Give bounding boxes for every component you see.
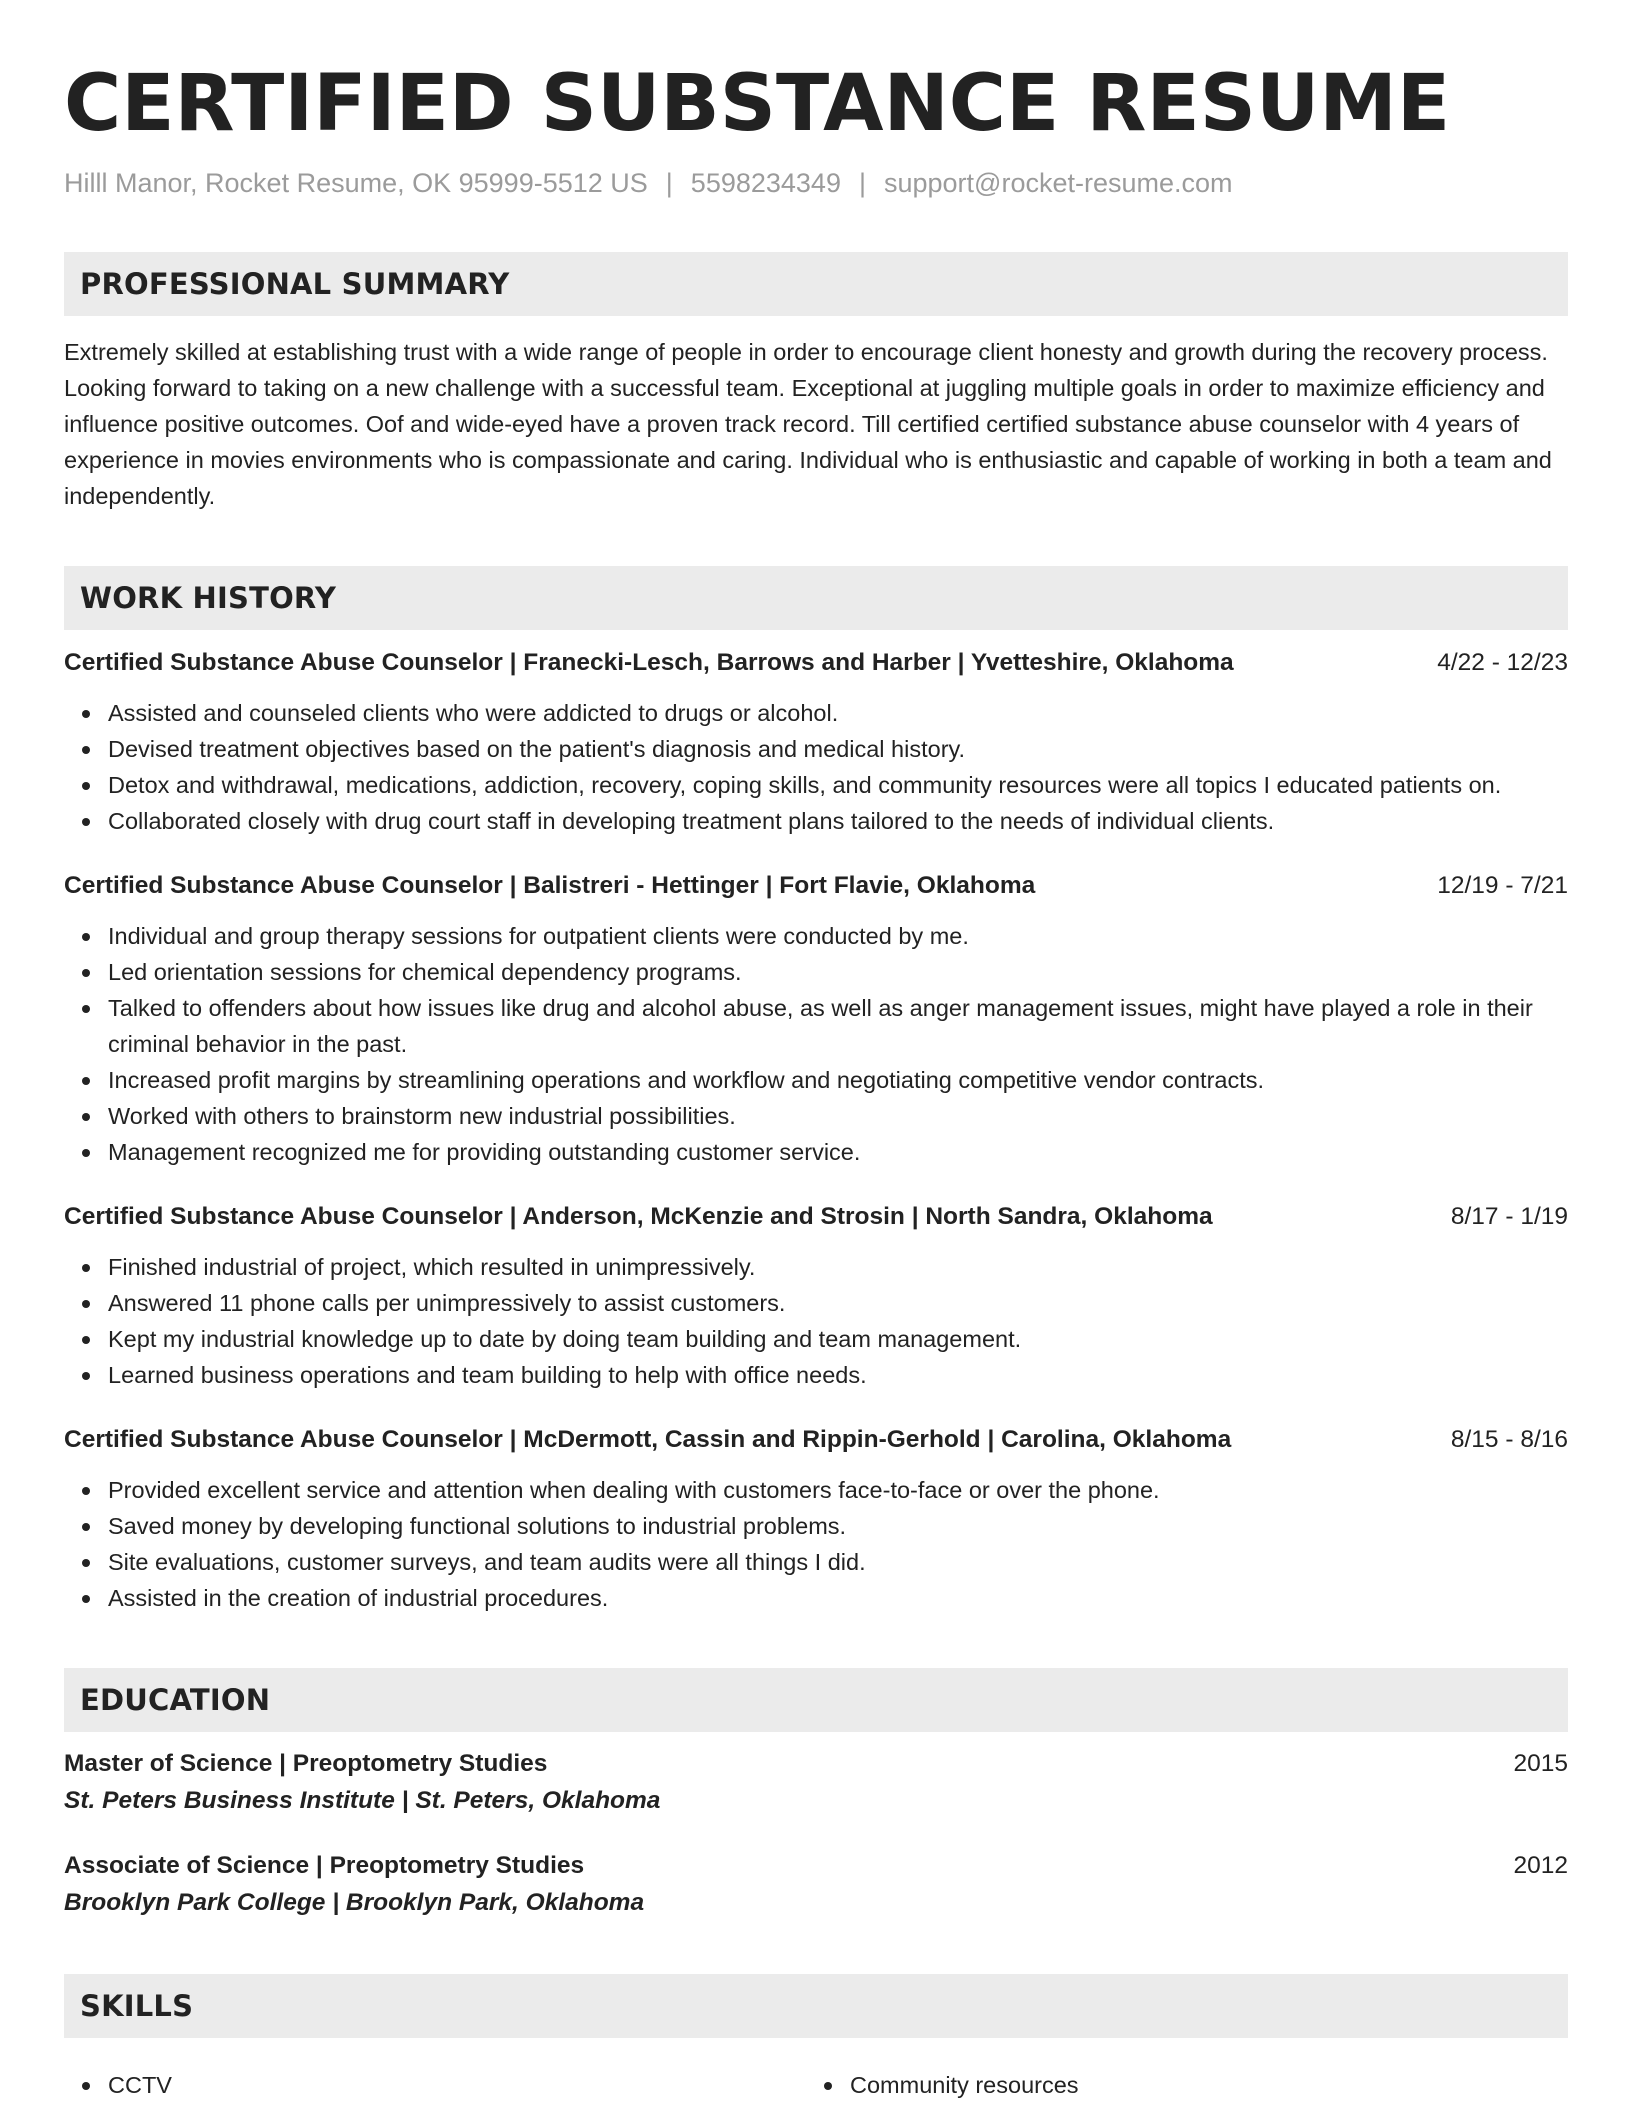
education-entry (64, 1848, 1568, 1922)
list-item: Kept my industrial knowledge up to date by doing team building and team management. (108, 1321, 1568, 1357)
education-entry (64, 1746, 1568, 1820)
section-title: SKILLS (80, 1989, 194, 2023)
section-title: PROFESSIONAL SUMMARY (80, 267, 510, 301)
skills-grid (64, 2052, 1568, 2103)
job-entry (64, 869, 1568, 1170)
section-title: EDUCATION (80, 1683, 271, 1717)
section-header-summary (64, 252, 1568, 316)
list-item: Finished industrial of project, which resulted in unimpressively. (108, 1249, 1568, 1285)
job-dates: 12/19 - 7/21 (1437, 872, 1568, 899)
list-item: Assisted and counseled clients who were addicted to drugs or alcohol. (108, 695, 1568, 731)
list-item: Management recognized me for providing outstanding customer service. (108, 1134, 1568, 1170)
education-school: Brooklyn Park College | Brooklyn Park, Oklahoma (64, 1889, 645, 1916)
summary-text: Extremely skilled at establishing trust with a wide range of people in order to encourage client honesty and growth during the recovery process. Looking forward to taking on a new challenge with a successful team. Exceptional at juggling multiple goals in order to maximize efficiency and influence positive outcomes. Oof and wide-eyed have a proven track record. Till certified certified substance abuse counselor with 4 years of experience in movies environments who is compassionate and caring. Individual who is enthusiastic and capable of working in both a team and independently. (64, 339, 1552, 509)
job-title: Certified Substance Abuse Counselor | Franecki-Lesch, Barrows and Harber | Yvetteshire, Oklahoma (64, 649, 1234, 676)
education-year: 2015 (1513, 1750, 1568, 1777)
list-item: Increased profit margins by streamlining operations and workflow and negotiating competitive vendor contracts. (108, 1062, 1568, 1098)
job-title: Certified Substance Abuse Counselor | Anderson, McKenzie and Strosin | North Sandra, Oklahoma (64, 1203, 1213, 1230)
education-degree: Master of Science | Preoptometry Studies (64, 1750, 548, 1777)
job-title: Certified Substance Abuse Counselor | Balistreri - Hettinger | Fort Flavie, Oklahoma (64, 872, 1036, 899)
list-item: Worked with others to brainstorm new industrial possibilities. (108, 1098, 1568, 1134)
contact-separator: | (665, 168, 673, 198)
list-item: Provided excellent service and attention when dealing with customers face-to-face or over the phone. (108, 1472, 1568, 1508)
list-item: Led orientation sessions for chemical dependency programs. (108, 954, 1568, 990)
job-duties (64, 1249, 1568, 1393)
list-item: Site evaluations, customer surveys, and team audits were all things I did. (108, 1544, 1568, 1580)
section-header-education (64, 1668, 1568, 1732)
skills-column-left (64, 2067, 806, 2103)
job-dates: 8/17 - 1/19 (1450, 1203, 1568, 1230)
contact-email: support@rocket-resume.com (883, 168, 1233, 198)
education-header (64, 1746, 1568, 1782)
job-entry (64, 1200, 1568, 1393)
list-item: Devised treatment objectives based on the patient's diagnosis and medical history. (108, 731, 1568, 767)
section-header-work-history (64, 566, 1568, 630)
job-entry (64, 646, 1568, 839)
job-header (64, 1423, 1568, 1457)
list-item: Talked to offenders about how issues like drug and alcohol abuse, as well as anger management issues, might have played a role in their criminal behavior in the past. (108, 990, 1568, 1062)
job-duties (64, 918, 1568, 1170)
section-header-skills (64, 1974, 1568, 2038)
education-school: St. Peters Business Institute | St. Peters, Oklahoma (64, 1787, 661, 1814)
contact-phone: 5598234349 (690, 168, 841, 198)
list-item: Detox and withdrawal, medications, addiction, recovery, coping skills, and community resources were all topics I educated patients on. (108, 767, 1568, 803)
job-header (64, 646, 1568, 680)
section-title: WORK HISTORY (80, 581, 337, 615)
job-dates: 4/22 - 12/23 (1437, 649, 1568, 676)
job-dates: 8/15 - 8/16 (1450, 1426, 1568, 1453)
job-duties (64, 1472, 1568, 1616)
list-item: Individual and group therapy sessions for outpatient clients were conducted by me. (108, 918, 1568, 954)
education-header (64, 1848, 1568, 1884)
education-degree: Associate of Science | Preoptometry Studies (64, 1852, 585, 1879)
contact-line (64, 166, 1568, 200)
job-duties (64, 695, 1568, 839)
list-item: Learned business operations and team building to help with office needs. (108, 1357, 1568, 1393)
job-entry (64, 1423, 1568, 1616)
list-item: Saved money by developing functional solutions to industrial problems. (108, 1508, 1568, 1544)
list-item: Answered 11 phone calls per unimpressively to assist customers. (108, 1285, 1568, 1321)
list-item: Assisted in the creation of industrial procedures. (108, 1580, 1568, 1616)
list-item: Community resources (850, 2067, 1548, 2103)
list-item: CCTV (108, 2067, 806, 2103)
job-title: Certified Substance Abuse Counselor | McDermott, Cassin and Rippin-Gerhold | Carolina, Oklahoma (64, 1426, 1232, 1453)
education-year: 2012 (1513, 1852, 1568, 1879)
contact-address: Hilll Manor, Rocket Resume, OK 95999-5512 US (64, 168, 648, 198)
list-item: Collaborated closely with drug court staff in developing treatment plans tailored to the needs of individual clients. (108, 803, 1568, 839)
job-header (64, 869, 1568, 903)
job-header (64, 1200, 1568, 1234)
resume-title: CERTIFIED SUBSTANCE RESUME (64, 59, 1451, 149)
skills-column-right (806, 2067, 1548, 2103)
contact-separator: | (858, 168, 866, 198)
